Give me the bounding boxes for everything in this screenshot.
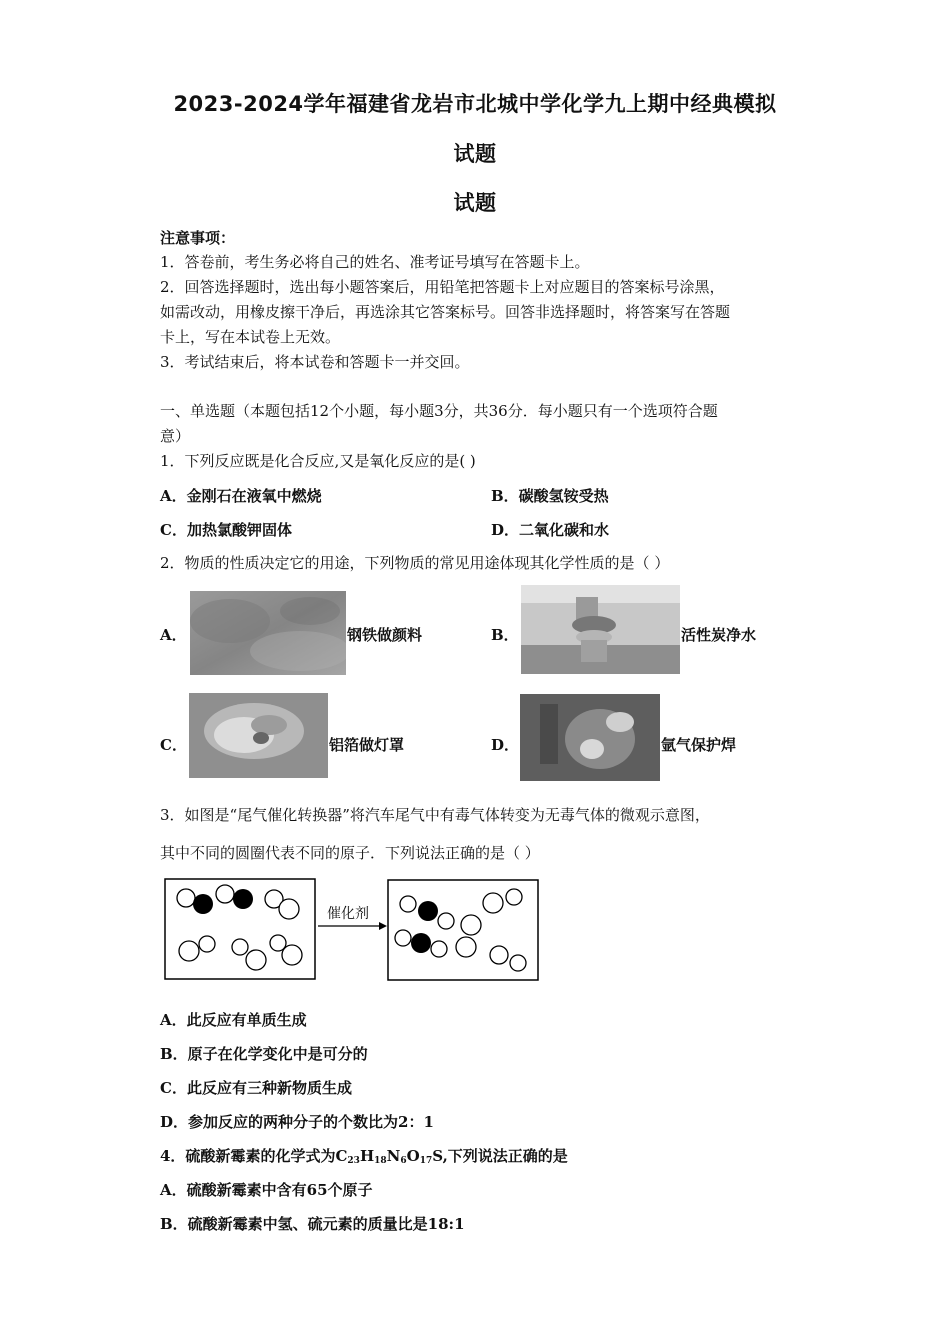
- catalytic-converter-diagram: [163, 877, 543, 983]
- notice-item-1: 1．答卷前，考生务必将自己的姓名、准考证号填写在答题卡上。: [160, 253, 590, 271]
- formula-c: C: [335, 1147, 348, 1165]
- argon-welding-photo: [520, 694, 660, 781]
- q4-stem: [160, 1146, 568, 1171]
- q2-option-a-text: 钢铁做颜料: [347, 626, 423, 644]
- notice-item-2a: 2．回答选择题时，选出每小题答案后，用铅笔把答题卡上对应题目的答案标号涂黑，: [160, 278, 725, 296]
- aluminum-foil-photo: [189, 693, 328, 778]
- catalyst-label: 催化剂: [327, 906, 369, 922]
- activated-carbon-photo: [521, 585, 680, 674]
- q1-option-a: A．金刚石在液氧中燃烧: [160, 487, 322, 505]
- q1-option-d: D．二氧化碳和水: [491, 521, 610, 539]
- q3-option-a: A．此反应有单质生成: [160, 1011, 307, 1029]
- section-heading-line2: 意）: [160, 427, 191, 445]
- q2-option-c-text: 铝箔做灯罩: [329, 736, 405, 754]
- exam-title-line3: 试题: [453, 191, 497, 215]
- q1-stem: 1．下列反应既是化合反应,又是氧化反应的是( ): [160, 452, 476, 470]
- q3-option-d: D．参加反应的两种分子的个数比为2：1: [160, 1113, 434, 1131]
- q3-option-b: B．原子在化学变化中是可分的: [160, 1045, 368, 1063]
- formula-o-count: 17: [419, 1156, 433, 1166]
- notice-heading: 注意事项：: [160, 229, 236, 247]
- formula-n: N: [386, 1147, 401, 1165]
- q4-option-a: A．硫酸新霉素中含有65个原子: [160, 1181, 373, 1199]
- q1-option-c: C．加热氯酸钾固体: [160, 521, 292, 539]
- steel-pigment-photo: [190, 591, 346, 675]
- q2-option-d-text: 氩气保护焊: [661, 736, 737, 754]
- q2-option-b-letter: B．: [491, 626, 519, 644]
- q2-option-b-text: 活性炭净水: [681, 626, 757, 644]
- notice-item-3: 3．考试结束后，将本试卷和答题卡一并交回。: [160, 353, 470, 371]
- q2-option-a-letter: A．: [160, 626, 187, 644]
- formula-h: H: [359, 1147, 375, 1165]
- notice-item-2c: 卡上，写在本试卷上无效。: [160, 328, 341, 346]
- q3-stem-line1: 3．如图是“尾气催化转换器”将汽车尾气中有毒气体转变为无毒气体的微观示意图，: [160, 806, 710, 824]
- formula-o: O: [406, 1147, 420, 1165]
- q2-stem: 2．物质的性质决定它的用途，下列物质的常见用途体现其化学性质的是（ ）: [160, 554, 670, 572]
- notice-item-2b: 如需改动，用橡皮擦干净后，再选涂其它答案标号。回答非选择题时，将答案写在答题: [160, 303, 731, 321]
- q3-option-c: C．此反应有三种新物质生成: [160, 1079, 352, 1097]
- formula-s: S: [432, 1147, 443, 1165]
- formula-h-count: 18: [374, 1156, 387, 1166]
- q3-stem-line2: 其中不同的圆圈代表不同的原子．下列说法正确的是（ ）: [160, 844, 540, 862]
- q2-option-c-letter: C．: [160, 736, 187, 754]
- q1-option-b: B．碳酸氢铵受热: [491, 487, 609, 505]
- q4-stem-prefix: 4．硫酸新霉素的化学式为: [160, 1147, 336, 1165]
- exam-title-line2: 试题: [453, 142, 497, 166]
- q4-stem-suffix: ,下列说法正确的是: [442, 1147, 568, 1165]
- formula-c-count: 23: [347, 1156, 360, 1166]
- formula-n-count: 6: [400, 1156, 407, 1166]
- q2-option-d-letter: D．: [491, 736, 520, 754]
- q4-option-b: B．硫酸新霉素中氢、硫元素的质量比是18:1: [160, 1215, 465, 1233]
- exam-title-line1: 2023-2024学年福建省龙岩市北城中学化学九上期中经典模拟: [173, 92, 777, 116]
- section-heading-line1: 一、单选题（本题包括12个小题，每小题3分，共36分．每小题只有一个选项符合题: [160, 402, 718, 420]
